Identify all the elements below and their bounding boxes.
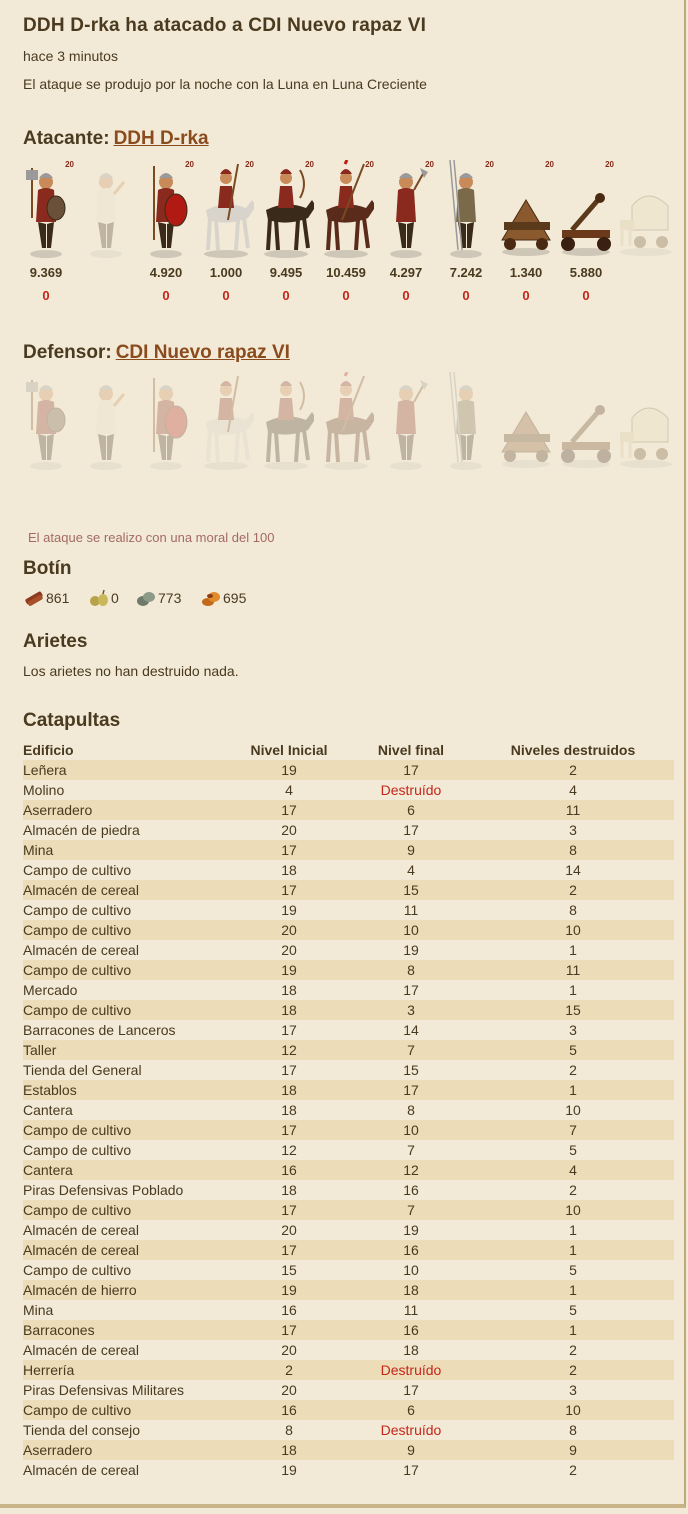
destroyed-levels-cell: 2 <box>569 1462 577 1478</box>
unit-loss: 0 <box>42 288 50 303</box>
defender-unit <box>318 372 374 472</box>
building-cell: Leñera <box>23 760 228 780</box>
table-row <box>23 1300 674 1320</box>
building-cell: Barracones <box>23 1320 228 1340</box>
defender-unit <box>498 372 554 472</box>
final-level-cell: 9 <box>350 840 472 860</box>
building-cell: Molino <box>23 782 65 798</box>
unit-count: 4.297 <box>389 265 423 280</box>
destroyed-levels-cell: 2 <box>569 1342 577 1358</box>
building-cell: Campo de cultivo <box>23 1262 132 1278</box>
building-cell: Herrería <box>23 1360 228 1380</box>
defender-unit <box>198 372 254 472</box>
defender-unit <box>438 372 494 472</box>
final-level-cell: 16 <box>350 1240 472 1260</box>
initial-level-cell: 2 <box>228 1360 350 1380</box>
table-row <box>23 780 674 800</box>
table-row <box>23 1160 674 1180</box>
destroyed-levels-cell: 14 <box>565 862 581 878</box>
initial-level-cell: 18 <box>281 862 297 878</box>
initial-level-cell: 18 <box>281 1102 297 1118</box>
catapult-icon <box>558 372 614 472</box>
initial-level-cell: 12 <box>281 1142 297 1158</box>
loot-iron <box>200 588 246 608</box>
initial-level-cell: 17 <box>228 800 350 820</box>
attacker-unit <box>198 160 254 260</box>
building-cell: Almacén de hierro <box>23 1280 228 1300</box>
initial-level-cell: 19 <box>228 760 350 780</box>
table-row <box>23 1280 674 1300</box>
table-row <box>23 1260 674 1280</box>
table-row <box>23 760 674 780</box>
table-row <box>23 1440 674 1460</box>
table-row <box>23 1080 674 1100</box>
destroyed-levels-cell: 3 <box>569 822 577 838</box>
destroyed-levels-cell: 2 <box>472 880 674 900</box>
initial-level-cell: 16 <box>281 1302 297 1318</box>
building-cell: Campo de cultivo <box>23 1200 228 1220</box>
unit-level: 20 <box>425 160 434 169</box>
table-row <box>23 1100 674 1120</box>
axeman-icon <box>378 372 434 472</box>
destroyed-levels-cell: 8 <box>472 840 674 860</box>
axeman-icon <box>378 160 434 260</box>
unit-count: 1.000 <box>209 265 243 280</box>
spearman-icon <box>438 372 494 472</box>
destroyed-levels-cell: 5 <box>569 1142 577 1158</box>
initial-level-cell: 17 <box>228 1320 350 1340</box>
light-cavalry-icon <box>198 160 254 260</box>
building-cell: Tienda del General <box>23 1062 142 1078</box>
building-cell: Barracones de Lanceros <box>23 1022 176 1038</box>
unit-count: 5.880 <box>569 265 603 280</box>
attacker-units <box>18 160 678 260</box>
defender-unit <box>138 372 194 472</box>
initial-level-cell: 20 <box>281 1222 297 1238</box>
initial-level-cell: 18 <box>281 1182 297 1198</box>
unit-count: 10.459 <box>326 265 366 280</box>
destroyed-levels-cell: 1 <box>472 1280 674 1300</box>
building-cell: Cantera <box>23 1102 73 1118</box>
unit-loss: 0 <box>282 288 290 303</box>
initial-level-cell: 18 <box>228 1440 350 1460</box>
slinger-icon <box>78 372 134 472</box>
defender-units <box>18 372 678 472</box>
destroyed-levels-cell: 3 <box>569 1022 577 1038</box>
unit-count: 9.495 <box>269 265 303 280</box>
table-row <box>23 880 674 900</box>
initial-level-cell: 19 <box>281 1462 297 1478</box>
table-row <box>23 960 674 980</box>
final-level-cell: 19 <box>403 1222 419 1238</box>
final-level-cell: 11 <box>403 902 419 918</box>
final-level-cell: Destruído <box>380 1422 442 1438</box>
initial-level-cell: 18 <box>228 1080 350 1100</box>
destroyed-levels-cell: 1 <box>472 1080 674 1100</box>
destroyed-levels-cell: 2 <box>472 1360 674 1380</box>
unit-loss: 0 <box>342 288 350 303</box>
unit-level: 20 <box>605 160 614 169</box>
slinger-icon <box>78 160 134 260</box>
final-level-cell: 14 <box>403 1022 419 1038</box>
attacker-link[interactable]: DDH D-rka <box>113 128 209 149</box>
unit-loss: 0 <box>402 288 410 303</box>
header-levels-destroyed: Niveles destruidos <box>510 742 636 758</box>
initial-level-cell: 19 <box>281 902 297 918</box>
building-cell: Mina <box>23 840 228 860</box>
attacker-unit <box>138 160 194 260</box>
defender-unit <box>258 372 314 472</box>
unit-loss: 0 <box>162 288 170 303</box>
final-level-cell: 6 <box>350 1400 472 1420</box>
food-value: 0 <box>111 590 119 606</box>
destroyed-levels-cell: 5 <box>569 1302 577 1318</box>
building-cell: Campo de cultivo <box>23 1000 228 1020</box>
final-level-cell: 10 <box>350 920 472 940</box>
destroyed-levels-cell: 7 <box>472 1120 674 1140</box>
iron-value: 695 <box>223 590 247 606</box>
catapult-icon <box>558 160 614 260</box>
final-level-cell: 17 <box>403 822 419 838</box>
rams-text: Los arietes no han destruido nada. <box>23 663 239 679</box>
defender-link[interactable]: CDI Nuevo rapaz VI <box>115 342 290 363</box>
destroyed-levels-cell: 5 <box>472 1040 674 1060</box>
initial-level-cell: 18 <box>281 982 297 998</box>
initial-level-cell: 17 <box>228 880 350 900</box>
initial-level-cell: 4 <box>285 782 293 798</box>
moral-note: El ataque se realizo con una moral del 100 <box>28 530 275 545</box>
building-cell: Campo de cultivo <box>23 902 132 918</box>
final-level-cell: 10 <box>403 1262 419 1278</box>
unit-level: 20 <box>65 160 74 169</box>
unit-loss: 0 <box>222 288 230 303</box>
table-row <box>23 1420 674 1440</box>
defender-heading <box>23 342 290 364</box>
destroyed-levels-cell: 2 <box>569 1062 577 1078</box>
heavy-cavalry-icon <box>318 372 374 472</box>
table-row <box>23 1240 674 1260</box>
final-level-cell: 19 <box>403 942 419 958</box>
catapult-table <box>23 740 674 1480</box>
initial-level-cell: 16 <box>228 1160 350 1180</box>
final-level-cell: Destruído <box>380 782 442 798</box>
final-level-cell: 17 <box>350 1080 472 1100</box>
destroyed-levels-cell: 10 <box>565 1102 581 1118</box>
unit-level: 20 <box>185 160 194 169</box>
final-level-cell: 6 <box>350 800 472 820</box>
attacker-label: Atacante: <box>23 128 110 149</box>
initial-level-cell: 20 <box>228 920 350 940</box>
initial-level-cell: 15 <box>281 1262 297 1278</box>
final-level-cell: 18 <box>403 1342 419 1358</box>
attacker-unit <box>498 160 554 260</box>
unit-count: 7.242 <box>449 265 483 280</box>
table-row <box>23 1200 674 1220</box>
defender-label: Defensor: <box>23 342 112 363</box>
header-building: Edificio <box>23 742 74 758</box>
table-row <box>23 1320 674 1340</box>
stone-value: 773 <box>158 590 182 606</box>
building-cell: Piras Defensivas Poblado <box>23 1182 184 1198</box>
table-row <box>23 1340 674 1360</box>
wagon-icon <box>618 160 674 260</box>
table-row <box>23 1220 674 1240</box>
attacker-unit <box>318 160 374 260</box>
horse-archer-icon <box>258 160 314 260</box>
loot-stone <box>135 588 181 608</box>
table-row <box>23 1060 674 1080</box>
initial-level-cell: 19 <box>228 960 350 980</box>
final-level-cell: 15 <box>350 880 472 900</box>
attacker-unit <box>618 160 674 260</box>
building-cell: Establos <box>23 1080 228 1100</box>
initial-level-cell: 8 <box>285 1422 293 1438</box>
attacker-unit <box>18 160 74 260</box>
building-cell: Campo de cultivo <box>23 920 228 940</box>
building-cell: Almacén de cereal <box>23 880 228 900</box>
building-cell: Almacén de cereal <box>23 1240 228 1260</box>
destroyed-levels-cell: 15 <box>472 1000 674 1020</box>
food-icon <box>88 588 110 608</box>
building-cell: Campo de cultivo <box>23 960 228 980</box>
iron-icon <box>200 588 222 608</box>
unit-loss: 0 <box>462 288 470 303</box>
hoplite-axe-icon <box>18 372 74 472</box>
building-cell: Campo de cultivo <box>23 862 132 878</box>
destroyed-levels-cell: 11 <box>472 960 674 980</box>
initial-level-cell: 17 <box>228 840 350 860</box>
attacker-unit <box>258 160 314 260</box>
table-row <box>23 800 674 820</box>
table-row <box>23 1140 674 1160</box>
destroyed-levels-cell: 4 <box>569 782 577 798</box>
attacker-unit <box>558 160 614 260</box>
wood-icon <box>23 588 45 608</box>
table-row <box>23 840 674 860</box>
final-level-cell: 9 <box>350 1440 472 1460</box>
report-time: hace 3 minutos <box>23 48 118 64</box>
table-row <box>23 1180 674 1200</box>
report-title: DDH D-rka ha atacado a CDI Nuevo rapaz VI <box>23 15 427 36</box>
wood-value: 861 <box>46 590 70 606</box>
stone-icon <box>135 588 157 608</box>
initial-level-cell: 17 <box>228 1200 350 1220</box>
attacker-counts <box>18 265 678 305</box>
night-note: El ataque se produjo por la noche con la Luna en Luna Creciente <box>23 76 427 92</box>
final-level-cell: 17 <box>403 982 419 998</box>
destroyed-levels-cell: 11 <box>472 800 674 820</box>
destroyed-levels-cell: 1 <box>472 1320 674 1340</box>
initial-level-cell: 12 <box>228 1040 350 1060</box>
attacker-heading <box>23 128 209 150</box>
final-level-cell: 16 <box>403 1182 419 1198</box>
ram-icon <box>498 160 554 260</box>
table-row <box>23 1400 674 1420</box>
building-cell: Almacén de piedra <box>23 822 140 838</box>
building-cell: Taller <box>23 1040 228 1060</box>
initial-level-cell: 17 <box>281 1062 297 1078</box>
initial-level-cell: 20 <box>281 1342 297 1358</box>
initial-level-cell: 18 <box>228 1000 350 1020</box>
initial-level-cell: 17 <box>228 1240 350 1260</box>
initial-level-cell: 20 <box>281 942 297 958</box>
destroyed-levels-cell: 2 <box>472 760 674 780</box>
final-level-cell: 4 <box>407 862 415 878</box>
building-cell: Campo de cultivo <box>23 1400 228 1420</box>
building-cell: Almacén de cereal <box>23 1222 139 1238</box>
unit-level: 20 <box>365 160 374 169</box>
destroyed-levels-cell: 2 <box>569 1182 577 1198</box>
attacker-unit <box>78 160 134 260</box>
table-header-row <box>23 740 674 760</box>
final-level-cell: 8 <box>350 960 472 980</box>
catapults-title: Catapultas <box>23 710 121 731</box>
destroyed-levels-cell: 4 <box>472 1160 674 1180</box>
table-row <box>23 920 674 940</box>
building-cell: Aserradero <box>23 1440 228 1460</box>
table-row <box>23 820 674 840</box>
unit-level: 20 <box>305 160 314 169</box>
unit-level: 20 <box>245 160 254 169</box>
final-level-cell: 12 <box>350 1160 472 1180</box>
defender-unit <box>18 372 74 472</box>
final-level-cell: 18 <box>350 1280 472 1300</box>
initial-level-cell: 17 <box>281 1022 297 1038</box>
defender-unit <box>78 372 134 472</box>
table-row <box>23 860 674 880</box>
destroyed-levels-cell: 8 <box>569 902 577 918</box>
destroyed-levels-cell: 1 <box>569 982 577 998</box>
hoplite-shield-icon <box>138 160 194 260</box>
initial-level-cell: 17 <box>228 1120 350 1140</box>
attacker-unit <box>378 160 434 260</box>
destroyed-levels-cell: 3 <box>569 1382 577 1398</box>
final-level-cell: 10 <box>350 1120 472 1140</box>
final-level-cell: 3 <box>350 1000 472 1020</box>
building-cell: Tienda del consejo <box>23 1422 141 1438</box>
horse-archer-icon <box>258 372 314 472</box>
loot-wood <box>23 588 69 608</box>
unit-level: 20 <box>545 160 554 169</box>
final-level-cell: Destruído <box>350 1360 472 1380</box>
defender-unit <box>618 372 674 472</box>
final-level-cell: 16 <box>350 1320 472 1340</box>
destroyed-levels-cell: 10 <box>472 1200 674 1220</box>
final-level-cell: 8 <box>407 1102 415 1118</box>
destroyed-levels-cell: 1 <box>569 1222 577 1238</box>
ram-icon <box>498 372 554 472</box>
spearman-icon <box>438 160 494 260</box>
table-row <box>23 1040 674 1060</box>
rams-title: Arietes <box>23 631 88 652</box>
final-level-cell: 15 <box>403 1062 419 1078</box>
final-level-cell: 7 <box>407 1142 415 1158</box>
destroyed-levels-cell: 1 <box>569 942 577 958</box>
final-level-cell: 7 <box>350 1200 472 1220</box>
unit-loss: 0 <box>582 288 590 303</box>
table-row <box>23 1380 674 1400</box>
destroyed-levels-cell: 8 <box>569 1422 577 1438</box>
unit-count: 9.369 <box>29 265 63 280</box>
building-cell: Almacén de cereal <box>23 1342 139 1358</box>
destroyed-levels-cell: 9 <box>472 1440 674 1460</box>
wagon-icon <box>618 372 674 472</box>
unit-loss: 0 <box>522 288 530 303</box>
table-row <box>23 1460 674 1480</box>
building-cell: Mercado <box>23 982 78 998</box>
unit-level: 20 <box>485 160 494 169</box>
building-cell: Campo de cultivo <box>23 1120 228 1140</box>
building-cell: Almacén de cereal <box>23 942 139 958</box>
destroyed-levels-cell: 1 <box>472 1240 674 1260</box>
defender-unit <box>558 372 614 472</box>
loot-title: Botín <box>23 558 72 579</box>
final-level-cell: 11 <box>403 1302 419 1318</box>
destroyed-levels-cell: 10 <box>472 1400 674 1420</box>
building-cell: Aserradero <box>23 800 228 820</box>
defender-unit <box>378 372 434 472</box>
hoplite-shield-icon <box>138 372 194 472</box>
building-cell: Piras Defensivas Militares <box>23 1382 185 1398</box>
table-row <box>23 980 674 1000</box>
table-row <box>23 900 674 920</box>
light-cavalry-icon <box>198 372 254 472</box>
header-final-level: Nivel final <box>377 742 445 758</box>
table-row <box>23 1020 674 1040</box>
final-level-cell: 17 <box>403 1382 419 1398</box>
initial-level-cell: 20 <box>281 822 297 838</box>
destroyed-levels-cell: 5 <box>569 1262 577 1278</box>
building-cell: Cantera <box>23 1160 228 1180</box>
table-row <box>23 940 674 960</box>
loot-food <box>88 588 119 608</box>
initial-level-cell: 20 <box>281 1382 297 1398</box>
header-initial-level: Nivel Inicial <box>250 742 328 758</box>
final-level-cell: 17 <box>350 760 472 780</box>
table-row <box>23 1120 674 1140</box>
final-level-cell: 17 <box>403 1462 419 1478</box>
table-row <box>23 1360 674 1380</box>
final-level-cell: 7 <box>350 1040 472 1060</box>
heavy-cavalry-icon <box>318 160 374 260</box>
initial-level-cell: 16 <box>228 1400 350 1420</box>
table-row <box>23 1000 674 1020</box>
attacker-unit <box>438 160 494 260</box>
building-cell: Almacén de cereal <box>23 1462 139 1478</box>
unit-count: 1.340 <box>509 265 543 280</box>
initial-level-cell: 19 <box>228 1280 350 1300</box>
destroyed-levels-cell: 10 <box>472 920 674 940</box>
unit-count: 4.920 <box>149 265 183 280</box>
hoplite-axe-icon <box>18 160 74 260</box>
building-cell: Mina <box>23 1302 54 1318</box>
building-cell: Campo de cultivo <box>23 1142 132 1158</box>
